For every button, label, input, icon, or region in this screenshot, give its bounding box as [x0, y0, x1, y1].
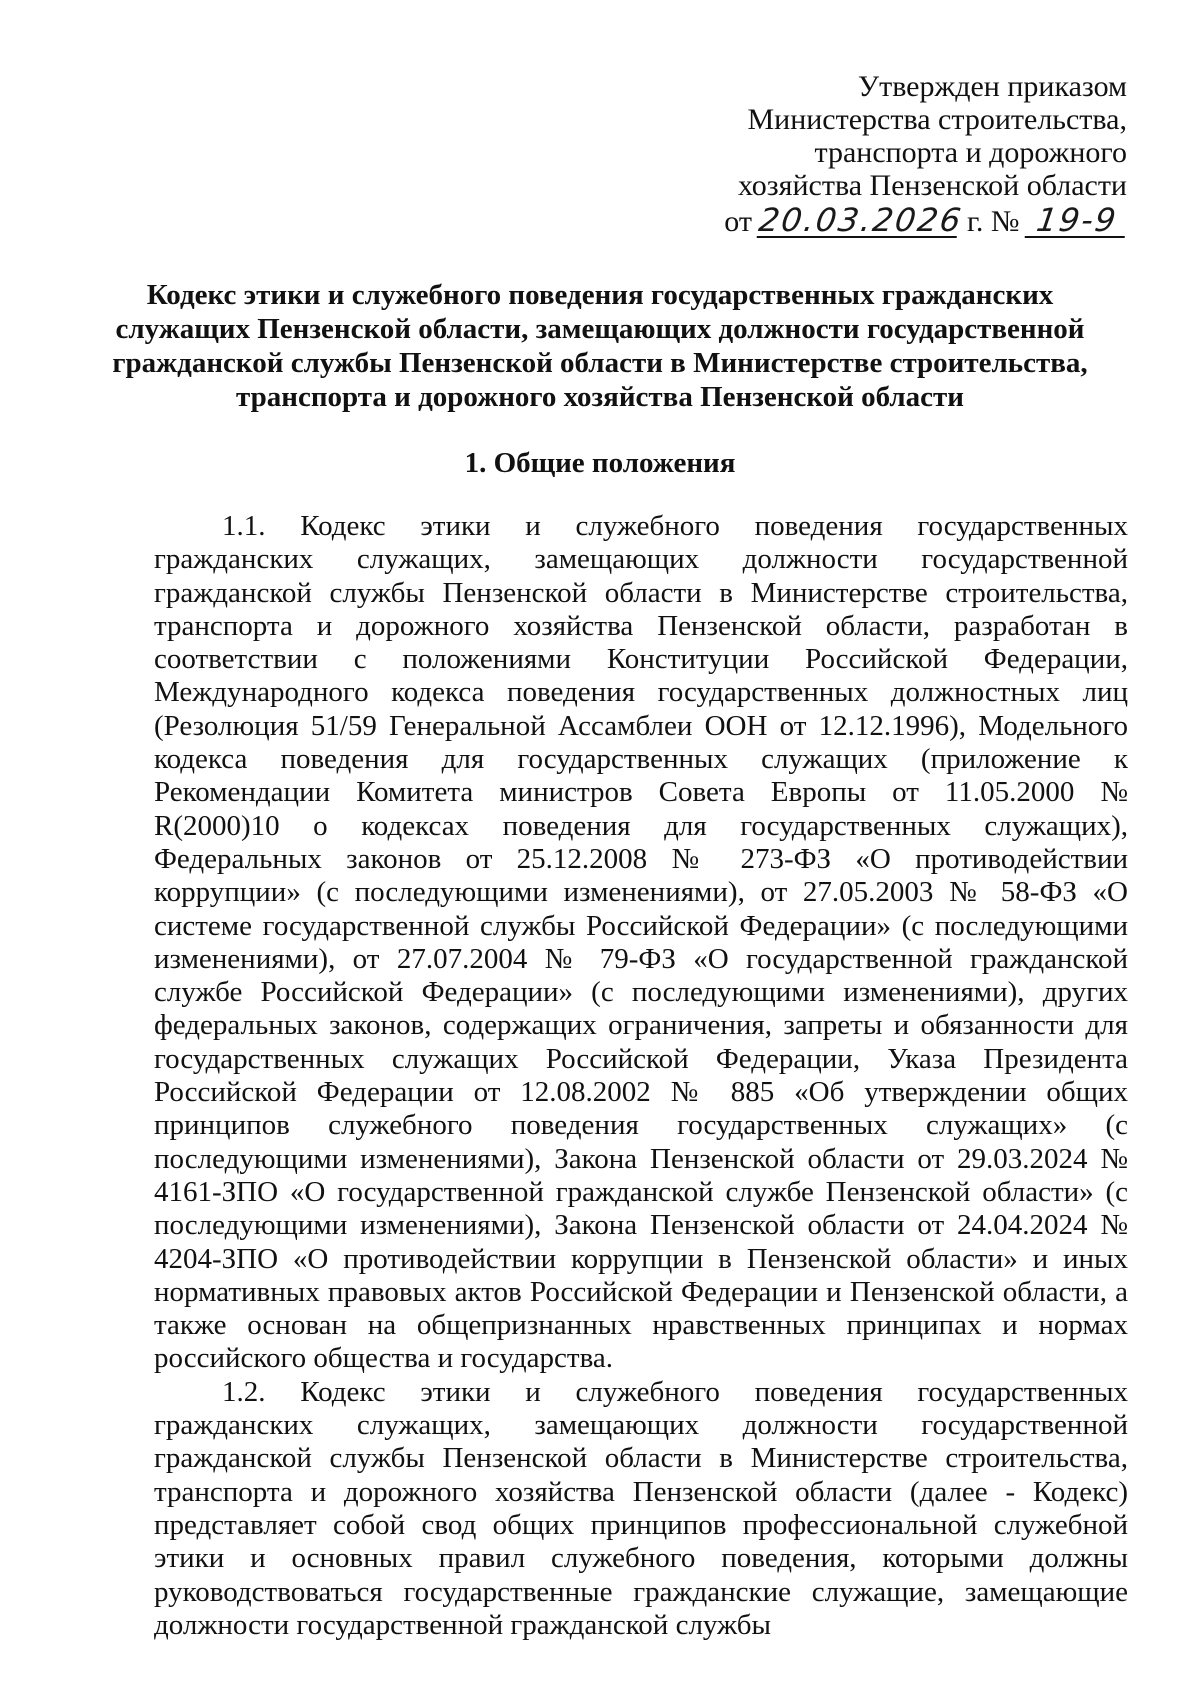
year-number-label: г. №: [966, 205, 1020, 238]
order-date-line: [0, 201, 1127, 239]
section-heading: 1. Общие положения: [464, 447, 736, 479]
paragraph-1-2: 1.2. Кодекс этики и служебного поведения государственных гражданских служащих, замещающих должности государственной гражданской службы Пензенской области в Министерстве строительства, транспорта и дорожного хозяйства Пензенской области (далее - Кодекс) представляет собой свод общих принципов профессиональной служебной этики и основных правил служебного поведения, которыми должны руководствоваться государственные гражданские служащие, замещающие должности государственной гражданской службы: [154, 1375, 1128, 1641]
handwritten-date: 20.03.2026: [756, 201, 966, 239]
date-prefix: от: [724, 205, 752, 238]
approval-line-1: Утвержден приказом: [857, 70, 1127, 103]
document-title: Кодекс этики и служебного поведения государственных гражданских служащих Пензенской области, замещающих должности государственной гражданской службы Пензенской области в Министерстве строительства, транспорта и дорожного хозяйства Пензенской области: [112, 279, 1088, 413]
approval-line-4: хозяйства Пензенской области: [737, 169, 1127, 202]
approval-line-2: Министерства строительства,: [747, 103, 1127, 136]
approval-line-3: транспорта и дорожного: [814, 136, 1127, 169]
approval-block: [0, 70, 1127, 238]
paragraph-1-1: 1.1. Кодекс этики и служебного поведения государственных гражданских служащих, замещающих должности государственной гражданской службы Пензенской области в Министерстве строительства, транспорта и дорожного хозяйства Пензенской области, разработан в соответствии с положениями Конституции Российской Федерации, Международного кодекса поведения государственных должностных лиц (Резолюция 51/59 Генеральной Ассамблеи ООН от 12.12.1996), Модельного кодекса поведения для государственных служащих (приложение к Рекомендации Комитета министров Совета Европы от 11.05.2000 № R(2000)10 о кодексах поведения для государственных служащих), Федеральных законов от 25.12.2008 № 273-ФЗ «О противодействии коррупции» (с последующими изменениями), от 27.05.2003 № 58-ФЗ «О системе государственной службы Российской Федерации» (с последующими изменениями), от 27.07.2004 № 79-ФЗ «О государственной гражданской службе Российской Федерации» (с последующими изменениями), других федеральных законов, содержащих ограничения, запреты и обязанности для государственных служащих Российской Федерации, Указа Президента Российской Федерации от 12.08.2002 № 885 «Об утверждении общих принципов служебного поведения государственных служащих» (с последующими изменениями), Закона Пензенской области от 29.03.2024 № 4161-ЗПО «О государственной гражданской службе Пензенской области» (с последующими изменениями), Закона Пензенской области от 24.04.2024 № 4204-ЗПО «О противодействии коррупции в Пензенской области» и иных нормативных правовых актов Российской Федерации и Пензенской области, а также основан на общепризнанных нравственных принципах и нормах российского общества и государства.: [154, 510, 1128, 1375]
document-body: [154, 510, 1128, 1642]
handwritten-order-number: 19-9: [1025, 204, 1130, 238]
